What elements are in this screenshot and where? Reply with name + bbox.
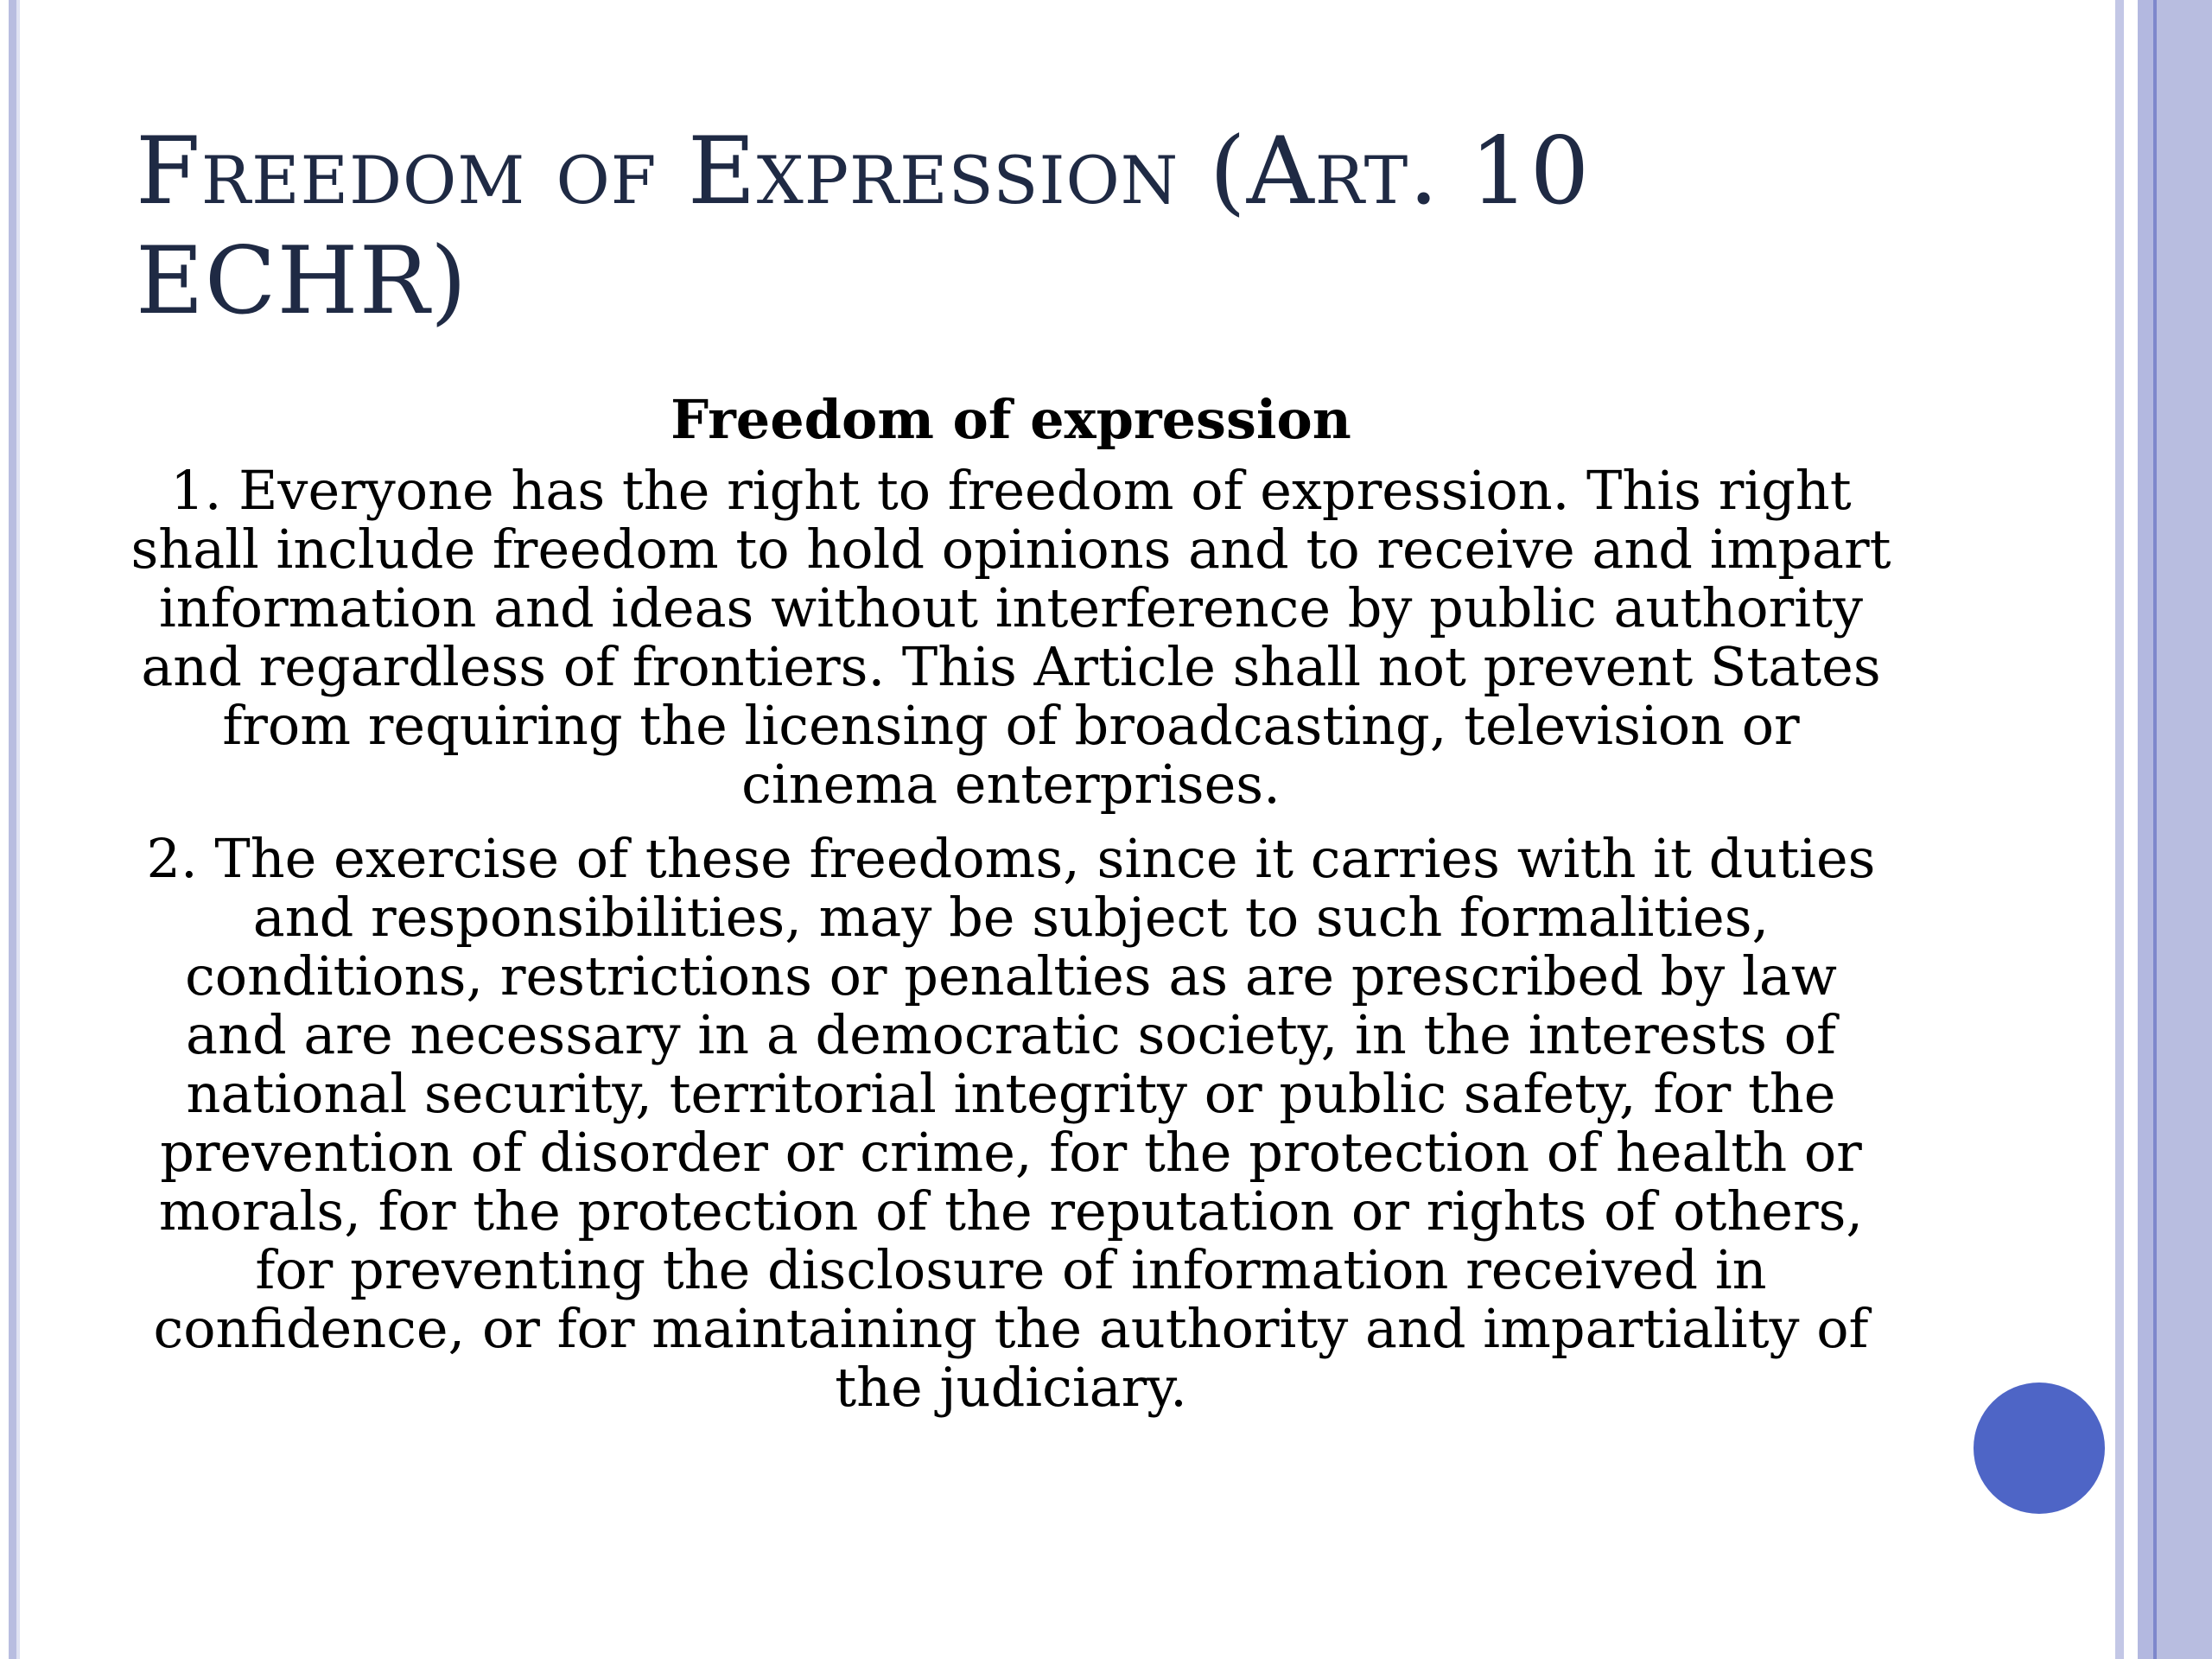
decorative-circle [1974, 1382, 2105, 1514]
right-border-stripe [2157, 0, 2212, 1659]
article-paragraph-1: 1. Everyone has the right to freedom of expression. This right shall include freedom to hold opinions and to receive and impart information and ideas without interference by public authority and regardless of frontiers. This Article shall not prevent States from requiring the licensing of broadcasting, television or cinema enterprises. [130, 459, 1891, 816]
right-border-gap [2124, 0, 2138, 1659]
left-border-stripe-inner [16, 0, 20, 1659]
right-border-stripe [2115, 0, 2124, 1659]
right-border-stripe [2138, 0, 2153, 1659]
article-paragraph-2: 2. The exercise of these freedoms, since it carries with it duties and responsibilities, may be subject to such formalities, conditions, restrictions or penalties as are prescribed by law and are necessary in a democratic society, in the interests of national security, territorial integrity or public safety, for the prevention of disorder or crime, for the protection of health or morals, for the protection of the reputation or rights of others, for preventing the disclosure of information received in confidence, or for maintaining the authority and impartiality of the judiciary. [146, 827, 1876, 1419]
article-heading: Freedom of expression [671, 388, 1351, 451]
left-border-stripe [9, 0, 16, 1659]
slide-title: Freedom of Expression (Art. 10 ECHR) [136, 118, 1591, 335]
slide-body [130, 387, 1892, 1433]
